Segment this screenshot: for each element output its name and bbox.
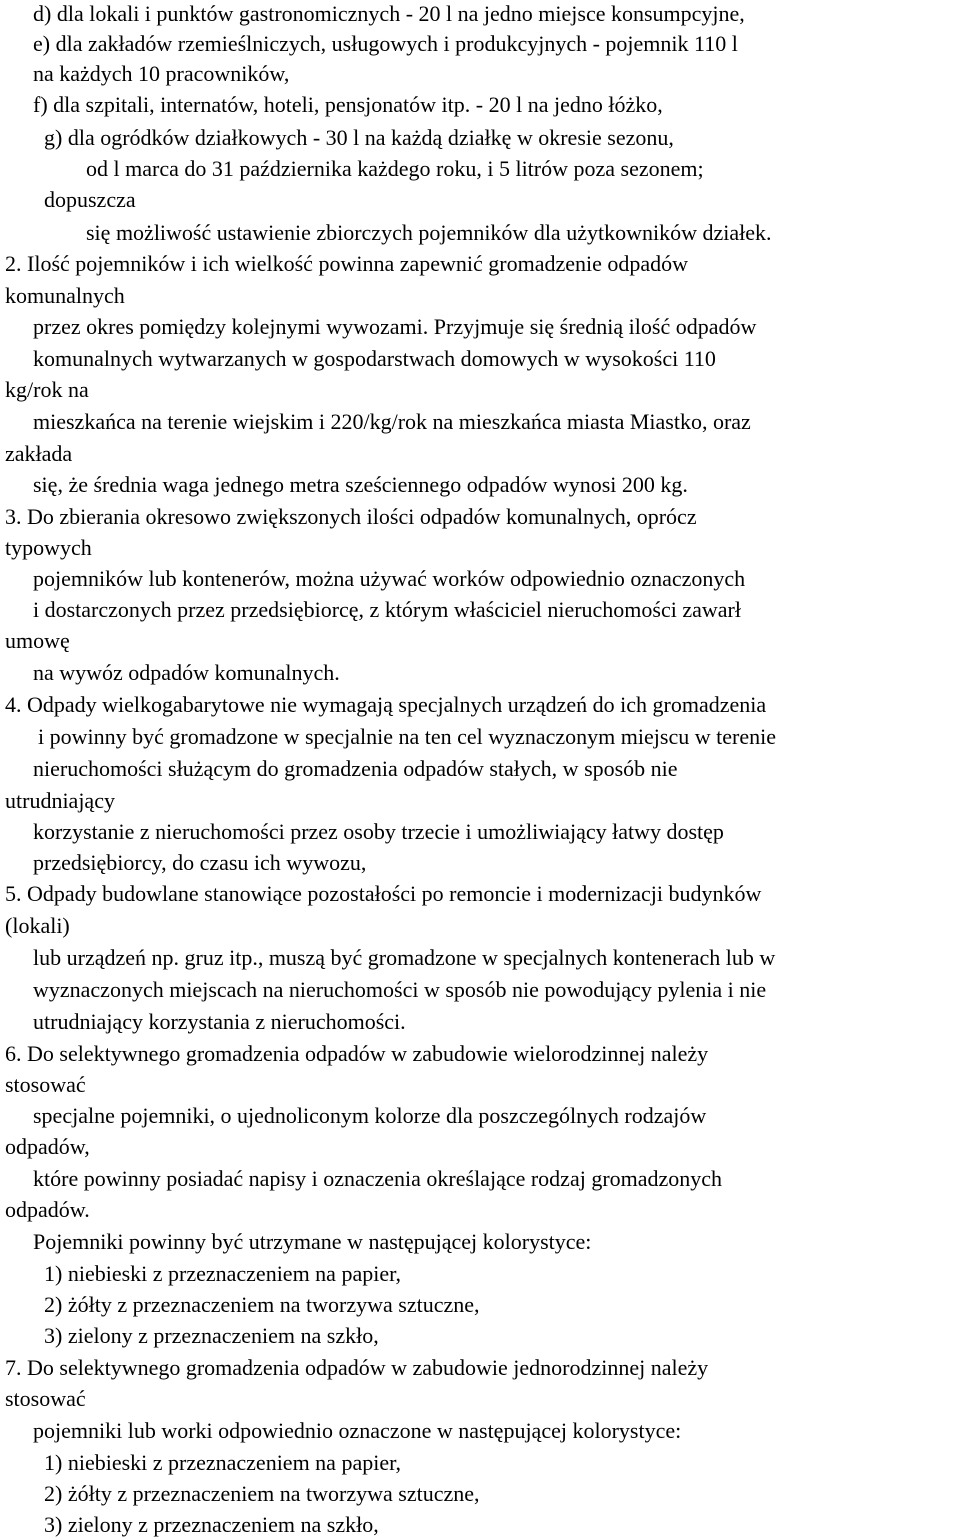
text-line: (lokali): [5, 913, 70, 938]
text-line: i dostarczonych przez przedsiębiorcę, z którym właściciel nieruchomości zawarł: [33, 597, 741, 622]
text-line: Pojemniki powinny być utrzymane w następującej kolorystyce:: [33, 1229, 592, 1254]
text-line: dopuszcza: [44, 187, 136, 212]
text-line: e) dla zakładów rzemieślniczych, usługowych i produkcyjnych - pojemnik 110 l: [33, 31, 738, 56]
text-line: się możliwość ustawienie zbiorczych pojemników dla użytkowników działek.: [86, 220, 772, 245]
text-line: przedsiębiorcy, do czasu ich wywozu,: [33, 850, 367, 875]
text-line: wyznaczonych miejscach na nieruchomości w sposób nie powodujący pylenia i nie: [33, 977, 767, 1002]
text-line: przez okres pomiędzy kolejnymi wywozami. Przyjmuje się średnią ilość odpadów: [33, 314, 757, 339]
text-line: 3. Do zbierania okresowo zwiększonych ilości odpadów komunalnych, oprócz: [5, 504, 697, 529]
text-line: typowych: [5, 535, 92, 560]
text-line: które powinny posiadać napisy i oznaczenia określające rodzaj gromadzonych: [33, 1166, 723, 1191]
text-line: f) dla szpitali, internatów, hoteli, pensjonatów itp. - 20 l na jedno łóżko,: [33, 92, 663, 117]
text-line: pojemniki lub worki odpowiednio oznaczone w następującej kolorystyce:: [33, 1418, 682, 1443]
text-line: 1) niebieski z przeznaczeniem na papier,: [44, 1261, 402, 1286]
text-line: komunalnych: [5, 283, 125, 308]
text-line: odpadów.: [5, 1197, 90, 1222]
text-line: zakłada: [5, 441, 73, 466]
text-line: mieszkańca na terenie wiejskim i 220/kg/rok na mieszkańca miasta Miastko, oraz: [33, 409, 751, 434]
text-line: i powinny być gromadzone w specjalnie na ten cel wyznaczonym miejscu w terenie: [38, 724, 776, 749]
text-line: stosować: [5, 1072, 86, 1097]
text-line: 2. Ilość pojemników i ich wielkość powinna zapewnić gromadzenie odpadów: [5, 251, 689, 276]
text-line: 3) zielony z przeznaczeniem na szkło,: [44, 1512, 379, 1537]
text-line: 7. Do selektywnego gromadzenia odpadów w zabudowie jednorodzinnej należy: [5, 1355, 709, 1380]
text-line: korzystanie z nieruchomości przez osoby trzecie i umożliwiający łatwy dostęp: [33, 819, 724, 844]
text-line: 2) żółty z przeznaczeniem na tworzywa sztuczne,: [44, 1292, 480, 1317]
text-line: 2) żółty z przeznaczeniem na tworzywa sztuczne,: [44, 1481, 480, 1506]
text-line: 4. Odpady wielkogabarytowe nie wymagają specjalnych urządzeń do ich gromadzenia: [5, 692, 767, 717]
text-line: od l marca do 31 października każdego roku, i 5 litrów poza sezonem;: [86, 156, 704, 181]
text-line: 5. Odpady budowlane stanowiące pozostałości po remoncie i modernizacji budynków: [5, 881, 762, 906]
text-line: lub urządzeń np. gruz itp., muszą być gromadzone w specjalnych kontenerach lub w: [33, 945, 776, 970]
text-line: specjalne pojemniki, o ujednoliconym kolorze dla poszczególnych rodzajów: [33, 1103, 707, 1128]
text-line: się, że średnia waga jednego metra sześciennego odpadów wynosi 200 kg.: [33, 472, 688, 497]
text-line: komunalnych wytwarzanych w gospodarstwach domowych w wysokości 110: [33, 346, 716, 371]
text-line: nieruchomości służącym do gromadzenia odpadów stałych, w sposób nie: [33, 756, 678, 781]
text-line: utrudniający korzystania z nieruchomości.: [33, 1009, 406, 1034]
text-line: 6. Do selektywnego gromadzenia odpadów w zabudowie wielorodzinnej należy: [5, 1041, 709, 1066]
text-line: utrudniający: [5, 788, 115, 813]
text-line: kg/rok na: [5, 377, 89, 402]
text-line: stosować: [5, 1386, 86, 1411]
text-line: na każdych 10 pracowników,: [33, 61, 290, 86]
text-line: g) dla ogródków działkowych - 30 l na każdą działkę w okresie sezonu,: [44, 125, 674, 150]
text-line: na wywóz odpadów komunalnych.: [33, 660, 340, 685]
text-line: pojemników lub kontenerów, można używać worków odpowiednio oznaczonych: [33, 566, 746, 591]
text-line: 1) niebieski z przeznaczeniem na papier,: [44, 1450, 402, 1475]
text-line: odpadów,: [5, 1134, 90, 1159]
text-line: 3) zielony z przeznaczeniem na szkło,: [44, 1323, 379, 1348]
text-line: d) dla lokali i punktów gastronomicznych - 20 l na jedno miejsce konsumpcyjne,: [33, 1, 745, 26]
text-line: umowę: [5, 628, 70, 653]
